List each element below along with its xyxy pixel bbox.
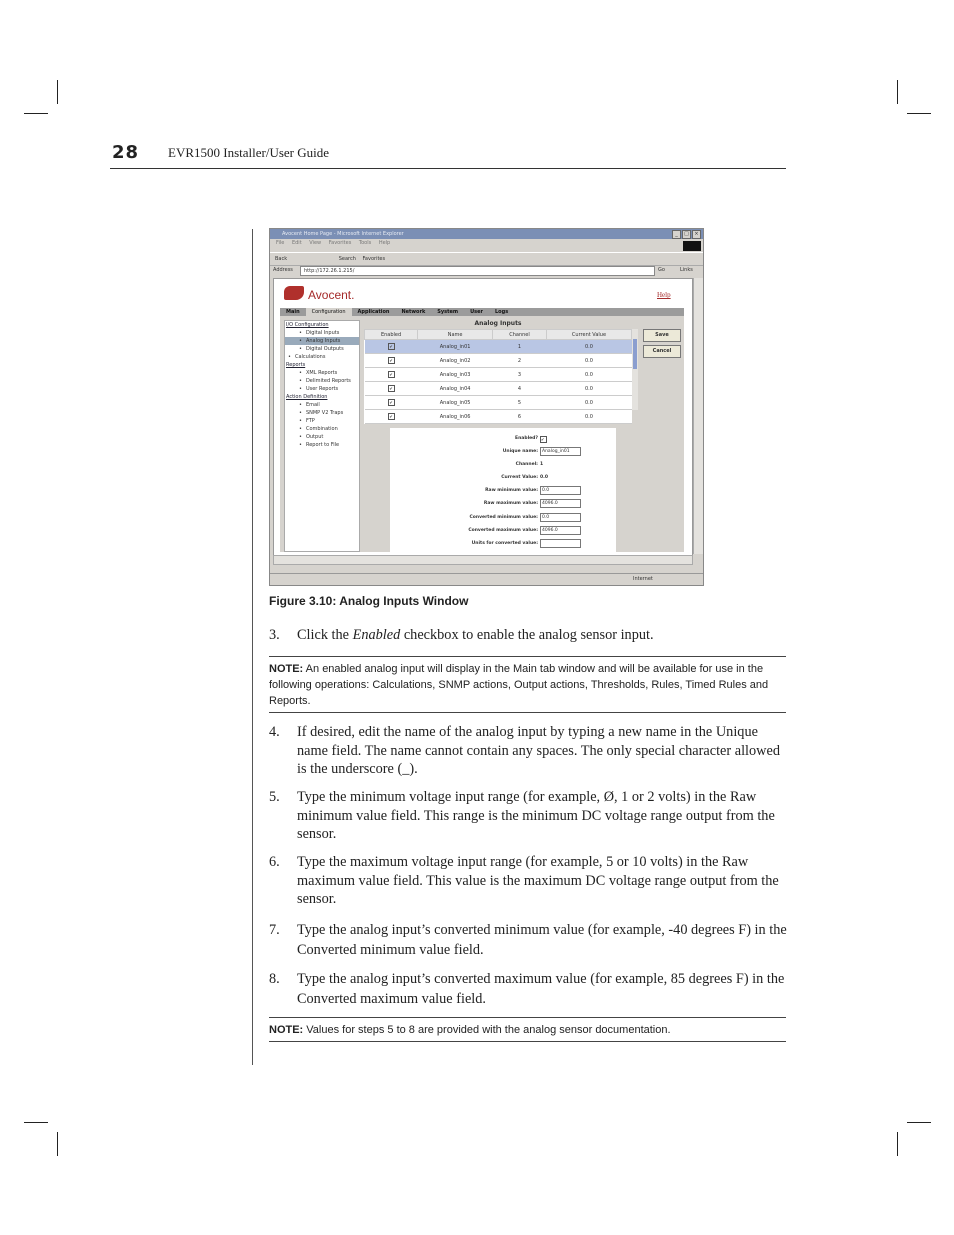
step-number: 3. <box>269 627 280 643</box>
enabled-checkbox[interactable]: ✔ <box>540 436 547 443</box>
crop-mark <box>57 1132 58 1156</box>
nav-tabs <box>280 308 684 316</box>
table-row[interactable] <box>365 340 632 354</box>
tab-system[interactable]: System <box>437 309 459 315</box>
status-bar <box>270 573 703 585</box>
close-icon[interactable]: × <box>692 230 701 239</box>
row-channel: 2 <box>493 354 547 368</box>
step-number: 8. <box>269 971 280 987</box>
row-value: 0.0 <box>546 368 631 382</box>
step-text-part: Click the <box>297 627 353 643</box>
enabled-checkbox[interactable]: ✔ <box>389 414 393 419</box>
step-text: Type the maximum voltage input range (for example, 5 or 10 volts) in the Raw maximum value field. This value is the maximum DC voltage range output from the sensor. <box>297 854 779 907</box>
links-button[interactable]: Links <box>680 267 693 273</box>
step-number: 6. <box>269 854 280 870</box>
step-text-emphasis: Enabled <box>352 627 401 643</box>
sidebar-tree <box>284 320 360 552</box>
crop-mark <box>24 113 48 114</box>
tab-user[interactable]: User <box>470 309 483 315</box>
column-header: Current Value <box>546 330 631 340</box>
address-bar <box>270 265 703 276</box>
note-label: NOTE: <box>269 1024 304 1036</box>
conv-max-field[interactable]: 4096.0 <box>540 526 581 535</box>
sidebar-item-digital-outputs[interactable]: • Digital Outputs <box>285 345 359 353</box>
column-header: Enabled <box>365 330 418 340</box>
sidebar-item-email[interactable]: • Email <box>285 401 359 409</box>
enabled-checkbox[interactable]: ✔ <box>389 358 393 363</box>
enabled-checkbox[interactable]: ✔ <box>389 372 393 377</box>
sidebar-item-analog-inputs[interactable]: • Analog Inputs <box>285 337 359 345</box>
sidebar-item-combination[interactable]: • Combination <box>285 425 359 433</box>
sidebar-section-io[interactable]: I/O Configuration <box>286 322 329 328</box>
address-input[interactable]: http://172.26.1.215/ <box>300 266 655 276</box>
row-name: Analog_in01 <box>418 340 493 354</box>
row-value: 0.0 <box>546 410 631 424</box>
back-button[interactable]: Back <box>275 256 288 262</box>
analog-inputs-screenshot <box>269 228 704 586</box>
note-box <box>269 1017 786 1042</box>
units-label: Units for converted value: <box>471 541 538 546</box>
row-channel: 5 <box>493 396 547 410</box>
book-title: EVR1500 Installer/User Guide <box>168 145 330 160</box>
note-box <box>269 656 786 713</box>
sidebar-item-user-reports[interactable]: • User Reports <box>285 385 359 393</box>
column-header: Channel <box>493 330 547 340</box>
browser-toolbar <box>270 252 703 266</box>
table-row[interactable] <box>365 368 632 382</box>
window-title: Avocent Home Page - Microsoft Internet Explorer <box>282 231 404 237</box>
conv-min-field[interactable]: 0.0 <box>540 513 581 522</box>
step-6 <box>269 853 787 909</box>
step-4 <box>269 723 787 779</box>
menu-favorites[interactable]: Favorites <box>328 240 352 246</box>
units-field[interactable] <box>540 539 581 548</box>
step-text-part: checkbox to enable the analog sensor input. <box>400 627 654 643</box>
step-text: Type the analog input’s converted maximum value (for example, 85 degrees F) in the Converted maximum value field. <box>297 971 785 1007</box>
figure-caption: Figure 3.10: Analog Inputs Window <box>269 594 469 608</box>
step-text: Type the analog input’s converted minimum value (for example, -40 degrees F) in the Converted minimum value field. <box>297 922 787 958</box>
step-number: 7. <box>269 922 280 938</box>
maximize-icon[interactable]: □ <box>682 230 691 239</box>
note-text: Values for steps 5 to 8 are provided with the analog sensor documentation. <box>303 1024 671 1036</box>
margin-rule <box>252 229 253 1065</box>
help-link[interactable]: Help <box>657 291 671 299</box>
enabled-checkbox[interactable]: ✔ <box>389 386 393 391</box>
cancel-button[interactable]: Cancel <box>643 345 681 358</box>
row-channel: 3 <box>493 368 547 382</box>
search-button[interactable]: Search <box>338 256 356 262</box>
favorites-button[interactable]: Favorites <box>362 256 386 262</box>
status-zone: Internet <box>633 576 653 582</box>
enabled-label: Enabled? <box>515 436 538 441</box>
row-name: Analog_in02 <box>418 354 493 368</box>
menu-edit[interactable]: Edit <box>291 240 302 246</box>
row-value: 0.0 <box>546 340 631 354</box>
sidebar-item-delimited-reports[interactable]: • Delimited Reports <box>285 377 359 385</box>
enabled-checkbox[interactable]: ✔ <box>389 400 393 405</box>
row-name: Analog_in04 <box>418 382 493 396</box>
current-value: 0.0 <box>540 475 548 480</box>
menu-view[interactable]: View <box>309 240 322 246</box>
tab-logs[interactable]: Logs <box>495 309 509 315</box>
crop-mark <box>907 113 931 114</box>
menu-help[interactable]: Help <box>378 240 391 246</box>
page-number: 28 <box>112 142 140 163</box>
step-7 <box>269 920 787 960</box>
column-header: Name <box>418 330 493 340</box>
step-8 <box>269 969 787 1009</box>
channel-label: Channel: <box>515 462 538 467</box>
conv-max-label: Converted maximum value: <box>468 528 538 533</box>
menu-bar <box>270 240 703 250</box>
logo-text: Avocent. <box>308 288 355 302</box>
note-text: An enabled analog input will display in the Main tab window and will be available for use in the following operations: Calculations, SNMP actions, Output actions, Thresholds, Rules, Timed Rules and Reports. <box>269 663 769 707</box>
row-channel: 6 <box>493 410 547 424</box>
enabled-checkbox[interactable]: ✔ <box>389 344 393 349</box>
address-label: Address <box>273 267 293 273</box>
row-value: 0.0 <box>546 396 631 410</box>
row-name: Analog_in06 <box>418 410 493 424</box>
sidebar-item-digital-inputs[interactable]: • Digital Inputs <box>285 329 359 337</box>
channel-value: 1 <box>540 462 544 467</box>
tab-main[interactable]: Main <box>286 309 300 315</box>
avocent-logo-icon <box>284 286 304 300</box>
save-button[interactable]: Save <box>643 329 681 342</box>
row-value: 0.0 <box>546 382 631 396</box>
tab-configuration[interactable]: Configuration <box>306 308 352 316</box>
unique-name-field[interactable]: Analog_in01 <box>540 447 581 456</box>
sidebar-item-xml-reports[interactable]: • XML Reports <box>285 369 359 377</box>
page-vertical-scrollbar[interactable] <box>693 278 703 554</box>
sidebar-item-snmp[interactable]: • SNMP V2 Traps <box>285 409 359 417</box>
header-rule <box>110 168 786 169</box>
table-row[interactable] <box>365 410 632 424</box>
analog-input-form <box>390 428 616 556</box>
sidebar-item-calculations[interactable]: • Calculations <box>285 353 359 361</box>
raw-max-field[interactable]: 4096.0 <box>540 499 581 508</box>
table-row[interactable] <box>365 396 632 410</box>
tab-network[interactable]: Network <box>401 309 426 315</box>
table-scrollbar[interactable] <box>632 329 638 410</box>
row-channel: 4 <box>493 382 547 396</box>
current-value-label: Current Value: <box>501 475 538 480</box>
browser-logo-icon <box>683 241 701 251</box>
row-name: Analog_in05 <box>418 396 493 410</box>
crop-mark <box>24 1122 48 1123</box>
crop-mark <box>907 1122 931 1123</box>
sidebar-section-reports[interactable]: Reports <box>286 362 306 368</box>
raw-min-field[interactable]: 0.0 <box>540 486 581 495</box>
step-text <box>297 626 787 645</box>
step-3 <box>269 626 787 645</box>
row-channel: 1 <box>493 340 547 354</box>
page-horizontal-scrollbar[interactable] <box>273 555 693 565</box>
config-panel <box>280 316 684 552</box>
conv-min-label: Converted minimum value: <box>469 515 538 520</box>
crop-mark <box>897 1132 898 1156</box>
raw-max-label: Raw maximum value: <box>483 501 538 506</box>
unique-name-label: Unique name: <box>502 449 538 454</box>
go-button[interactable]: Go <box>658 267 665 273</box>
step-text: If desired, edit the name of the analog input by typing a new name in the Unique name field. The name cannot contain any spaces. The only special character allowed is the underscore (_). <box>297 724 780 777</box>
sidebar-item-ftp[interactable]: • FTP <box>285 417 359 425</box>
table-title: Analog Inputs <box>474 320 522 327</box>
analog-inputs-table <box>364 329 632 424</box>
table-row[interactable] <box>365 354 632 368</box>
web-page <box>273 278 693 556</box>
row-value: 0.0 <box>546 354 631 368</box>
sidebar-item-output[interactable]: • Output <box>285 433 359 441</box>
crop-mark <box>897 80 898 104</box>
step-5 <box>269 788 787 844</box>
minimize-icon[interactable]: _ <box>672 230 681 239</box>
note-label: NOTE: <box>269 663 304 675</box>
crop-mark <box>57 80 58 104</box>
menu-tools[interactable]: Tools <box>358 240 372 246</box>
step-number: 4. <box>269 724 280 740</box>
raw-min-label: Raw minimum value: <box>485 488 538 493</box>
window-titlebar <box>270 229 703 239</box>
tab-application[interactable]: Application <box>357 309 390 315</box>
menu-file[interactable]: File <box>276 240 285 246</box>
step-number: 5. <box>269 789 280 805</box>
step-text: Type the minimum voltage input range (for example, Ø, 1 or 2 volts) in the Raw minimum value field. This range is the minimum DC voltage range output from the sensor. <box>297 789 775 842</box>
table-row[interactable] <box>365 382 632 396</box>
sidebar-section-action[interactable]: Action Definition <box>286 394 328 400</box>
scroll-thumb[interactable] <box>633 339 637 369</box>
row-name: Analog_in03 <box>418 368 493 382</box>
sidebar-item-report-to-file[interactable]: • Report to File <box>285 441 359 449</box>
